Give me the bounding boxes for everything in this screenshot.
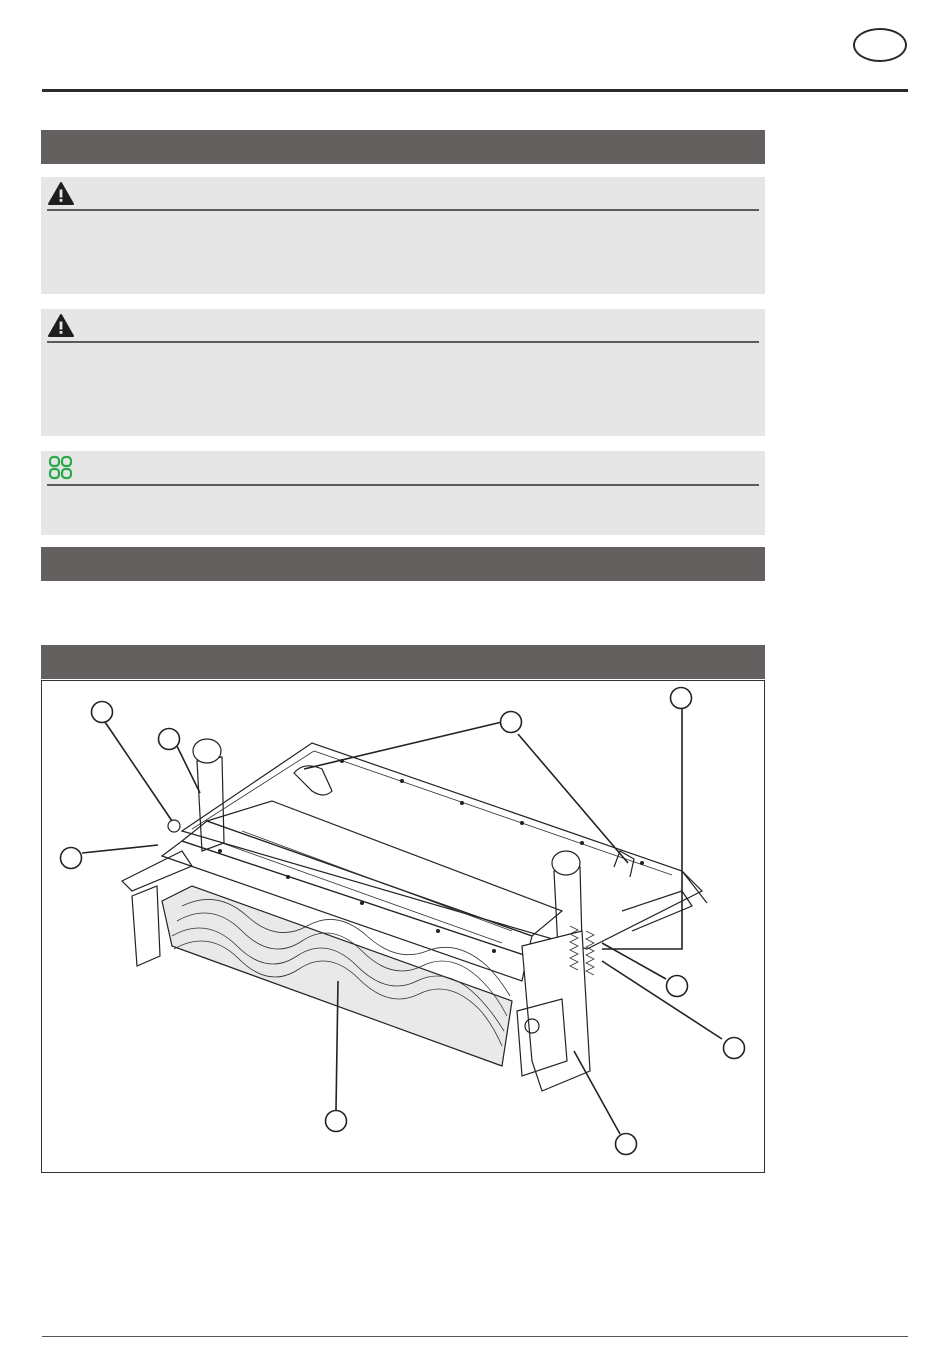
callout-7 (724, 1038, 745, 1059)
frame-corner (682, 871, 707, 903)
warning-box-2-rule (47, 341, 759, 343)
top-handle-left (294, 766, 332, 795)
four-leaf-note-icon (47, 455, 75, 481)
header-rule (42, 89, 908, 92)
callout-8 (326, 1111, 347, 1132)
left-post (197, 757, 224, 851)
note-box-rule (47, 484, 759, 486)
warning-box-2 (41, 309, 765, 436)
left-end-plate (132, 886, 160, 966)
left-link-arm (122, 851, 192, 891)
callout-3 (61, 848, 82, 869)
warning-triangle-icon (47, 313, 75, 339)
right-post-cap (552, 851, 580, 875)
note-box (41, 451, 765, 535)
top-frame-inner-edge (192, 751, 672, 875)
leader-4 (304, 722, 628, 863)
callout-1 (92, 702, 113, 723)
warning-box-1-rule (47, 209, 759, 211)
section-bar-1 (41, 130, 765, 164)
callout-6 (667, 976, 688, 997)
leader-7 (602, 961, 722, 1039)
top-handle-right (614, 851, 634, 877)
callout-9 (616, 1134, 637, 1155)
leader-9 (574, 1051, 620, 1134)
callout-5 (671, 688, 692, 709)
leader-3 (82, 845, 158, 853)
right-housing (522, 931, 590, 1091)
callout-2 (159, 729, 180, 750)
language-marker-oval (853, 28, 907, 62)
footer-rule (42, 1336, 908, 1337)
warning-triangle-icon (47, 181, 75, 207)
leader-5 (602, 708, 682, 949)
warning-box-1 (41, 177, 765, 294)
machine-figure (41, 680, 765, 1173)
callout-4 (501, 712, 522, 733)
sweeper-attachment-drawing (42, 681, 764, 1172)
left-pivot (168, 820, 180, 832)
section-bar-2 (41, 547, 765, 581)
section-bar-3 (41, 645, 765, 679)
left-post-cap (193, 739, 221, 763)
